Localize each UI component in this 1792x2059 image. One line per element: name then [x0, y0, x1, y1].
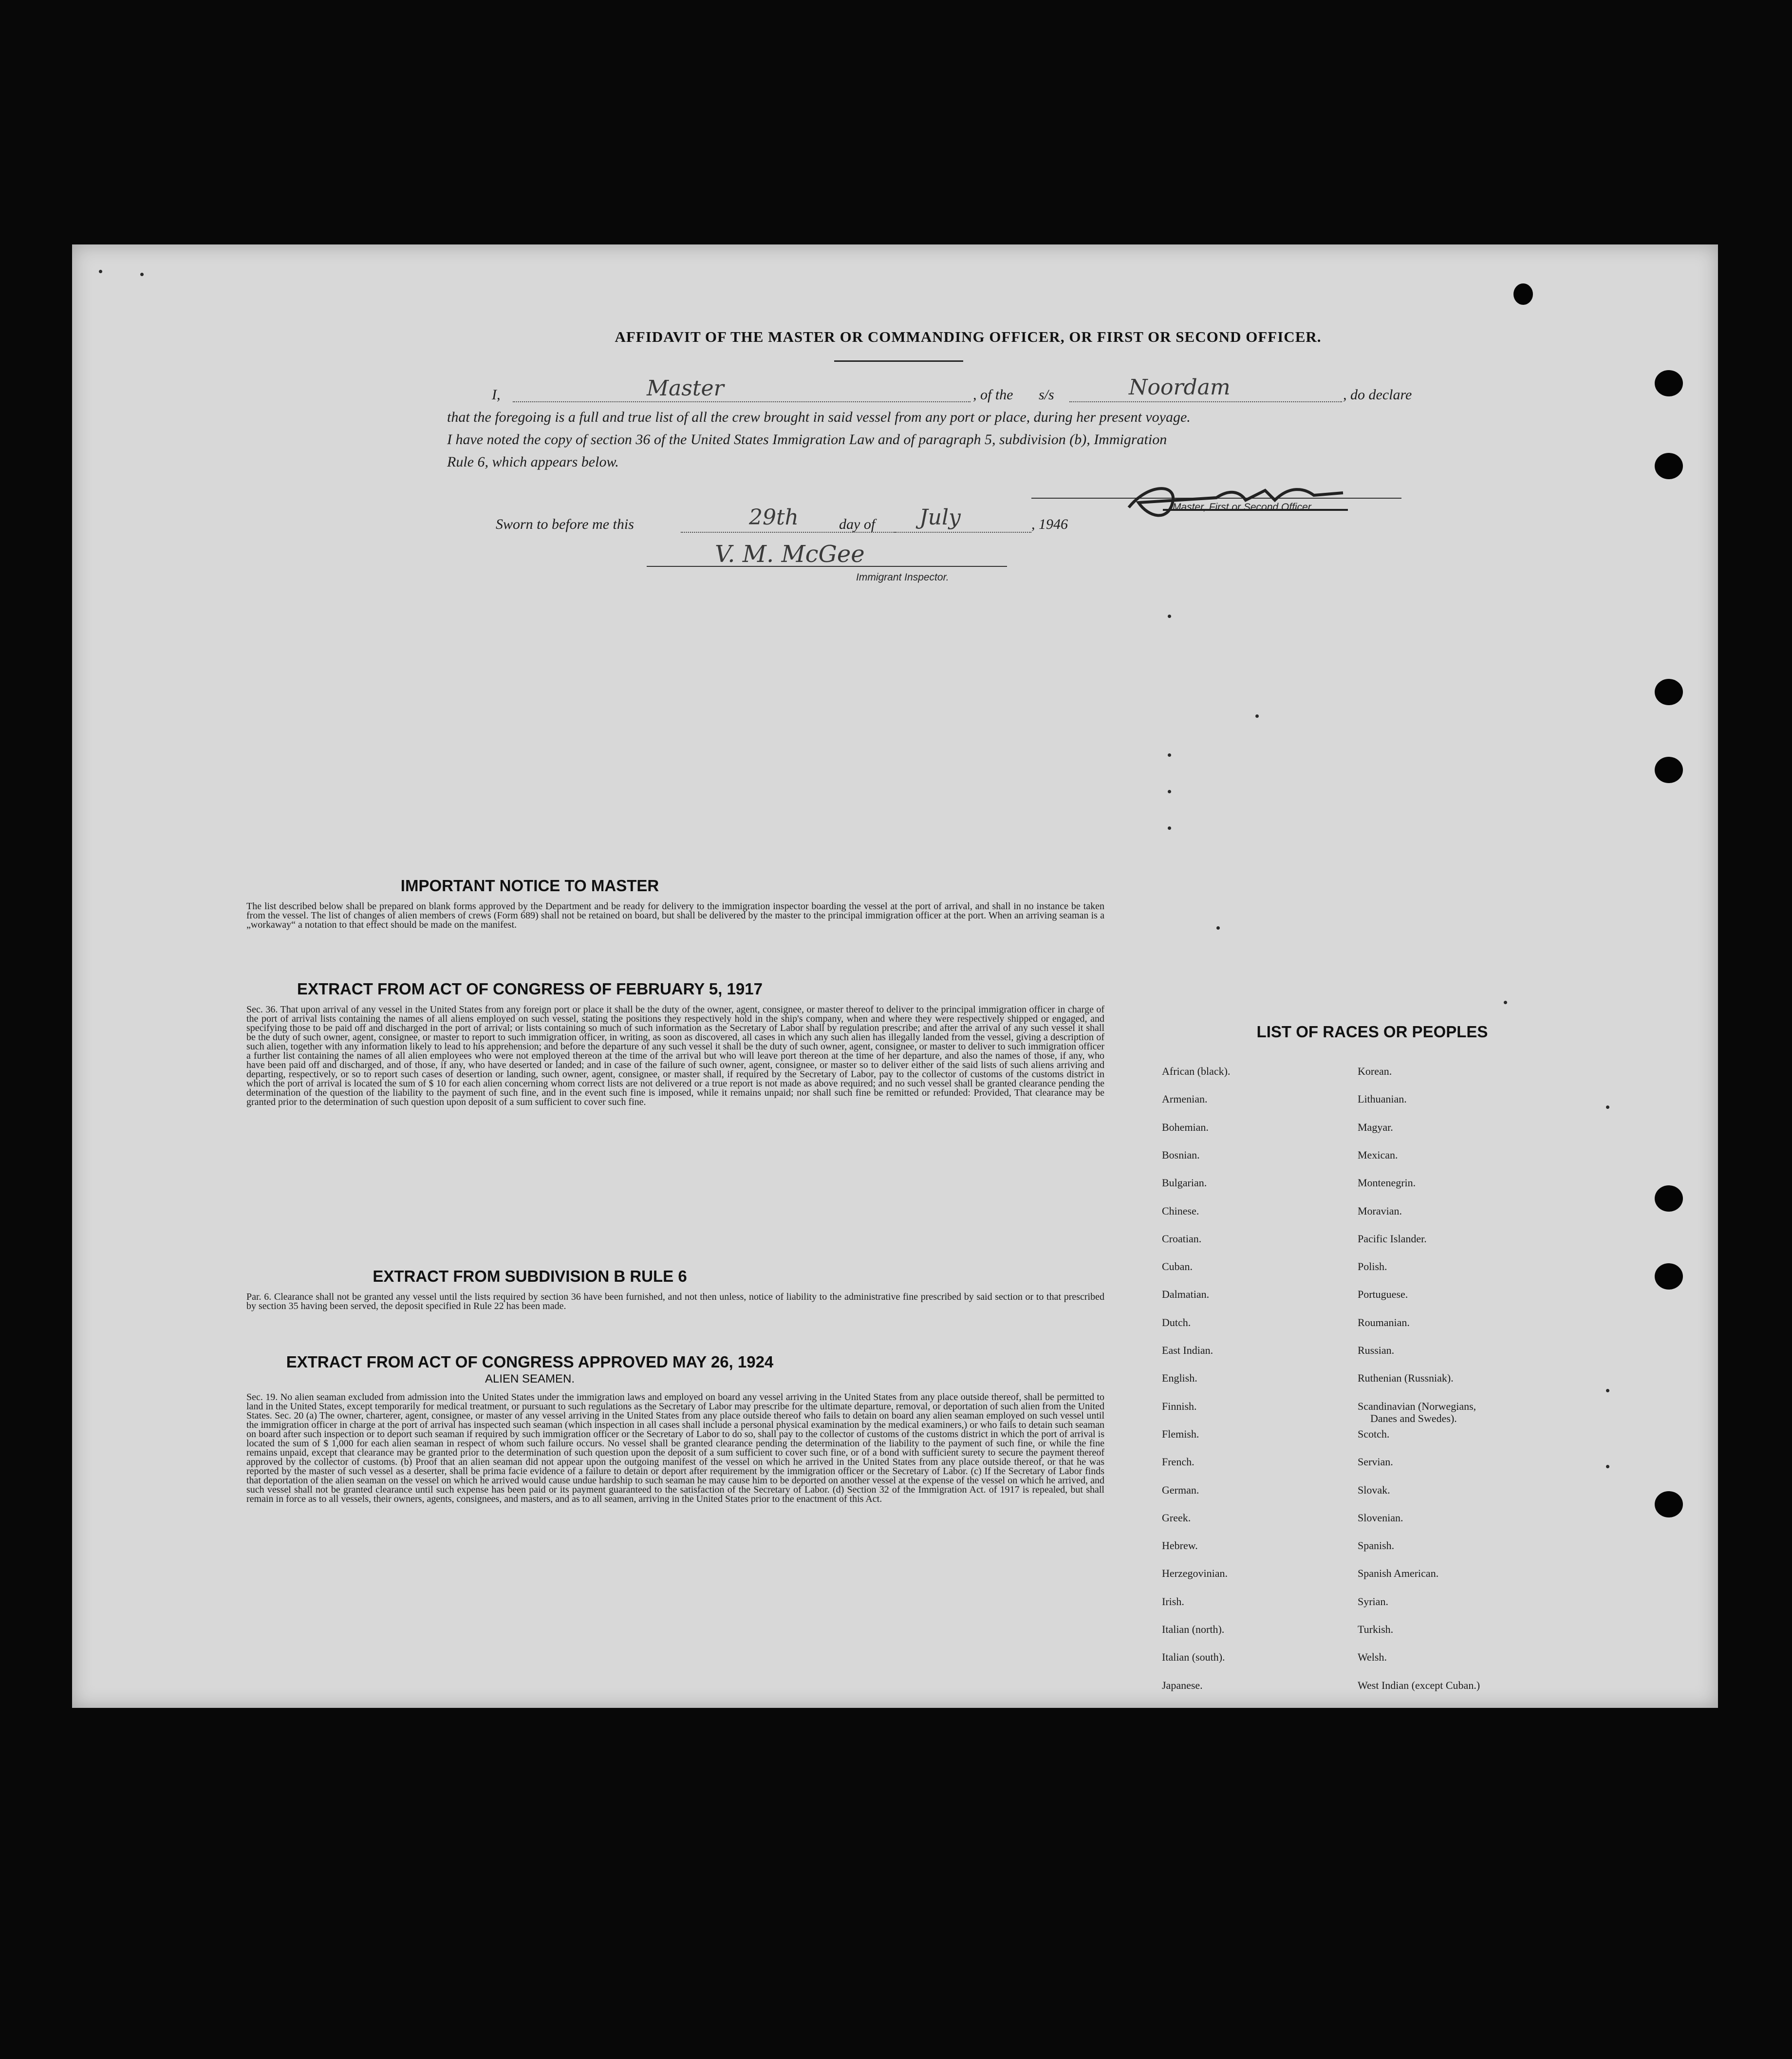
race-left-item: Chinese.	[1162, 1204, 1199, 1217]
declaration-prefix: I,	[492, 387, 501, 403]
paper-speck	[1606, 1389, 1609, 1392]
declaration-suffix: , do declare	[1343, 387, 1412, 403]
race-right-item: Welsh.	[1358, 1651, 1387, 1664]
race-left-item: French.	[1162, 1456, 1195, 1468]
race-left-item: Bohemian.	[1162, 1121, 1209, 1133]
vessel-handwritten: Noordam	[1129, 375, 1231, 400]
affidavit-title: AFFIDAVIT OF THE MASTER OR COMMANDING OFFICER, OR FIRST OR SECOND OFFICER.	[615, 328, 1322, 345]
race-right-item: Polish.	[1358, 1260, 1387, 1273]
month-blank	[895, 532, 1031, 533]
extract-1924-title: EXTRACT FROM ACT OF CONGRESS APPROVED MAY 26, 1924	[286, 1353, 774, 1371]
paper-speck	[1606, 1105, 1609, 1109]
punch-hole	[1655, 757, 1683, 783]
race-left-item: Japanese.	[1162, 1679, 1203, 1691]
race-left-item: Italian (south).	[1162, 1651, 1225, 1664]
race-left-item: German.	[1162, 1483, 1199, 1496]
race-right-item: Turkish.	[1358, 1623, 1394, 1635]
race-right-item: Mexican.	[1358, 1148, 1398, 1161]
punch-hole	[1513, 283, 1533, 305]
manifest-page	[72, 244, 1718, 1708]
race-right-item: Magyar.	[1358, 1121, 1393, 1133]
paper-speck	[1255, 714, 1259, 718]
paper-speck	[1606, 1465, 1609, 1468]
race-left-item: African (black).	[1162, 1065, 1231, 1077]
race-right-item: Korean.	[1358, 1065, 1392, 1077]
race-left-item: Irish.	[1162, 1595, 1184, 1608]
subdivision-text: Par. 6. Clearance shall not be granted any vessel until the lists required by section 36 have been furnished, and not then unless, notice of liability to the administrative fine prescribed by said section or to that prescribed by section 35 having been served, the deposit specified in Rule 22 has been made.	[246, 1292, 1104, 1311]
race-right-item: Scotch.	[1358, 1427, 1390, 1440]
race-left-item: Bulgarian.	[1162, 1177, 1207, 1189]
race-right-item: Spanish.	[1358, 1539, 1395, 1552]
officer-signature	[1119, 473, 1353, 522]
paper-speck	[1168, 826, 1171, 830]
paper-speck	[1168, 790, 1171, 793]
punch-hole	[1655, 1185, 1683, 1212]
subdivision-title: EXTRACT FROM SUBDIVISION B RULE 6	[373, 1267, 687, 1285]
race-left-item: English.	[1162, 1372, 1197, 1385]
race-scandinavian-continued: Danes and Swedes).	[1370, 1412, 1457, 1424]
master-handwritten: Master	[647, 376, 724, 401]
name-blank	[513, 401, 971, 402]
declaration-line4: Rule 6, which appears below.	[447, 454, 619, 470]
paper-speck	[1168, 753, 1171, 757]
race-left-item: Cuban.	[1162, 1260, 1193, 1273]
punch-hole	[1655, 1263, 1683, 1290]
race-right-item: Servian.	[1358, 1456, 1393, 1468]
race-right-item: Ruthenian (Russniak).	[1358, 1372, 1454, 1385]
race-left-item: Dalmatian.	[1162, 1288, 1210, 1301]
race-right-item: Slovak.	[1358, 1483, 1390, 1496]
extract-1924-subtitle: ALIEN SEAMEN.	[485, 1372, 575, 1385]
race-right-item: Montenegrin.	[1358, 1177, 1416, 1189]
race-right-item: Slovenian.	[1358, 1511, 1403, 1524]
race-right-item: Moravian.	[1358, 1204, 1402, 1217]
paper-speck	[1504, 1001, 1507, 1004]
race-right-item: Roumanian.	[1358, 1316, 1410, 1329]
race-right-item: Russian.	[1358, 1344, 1395, 1356]
extract-1917-title: EXTRACT FROM ACT OF CONGRESS OF FEBRUARY 5, 1917	[297, 980, 763, 998]
paper-speck	[99, 270, 102, 273]
race-left-item: Armenian.	[1162, 1093, 1208, 1105]
race-left-item: Finnish.	[1162, 1400, 1197, 1412]
race-right-item: Lithuanian.	[1358, 1093, 1407, 1105]
extract-1917-text: Sec. 36. That upon arrival of any vessel in the United States from any foreign port or place it shall be the duty of the owner, agent, consignee, or master thereof to deliver to the principal immigration officer in charge of the port of arrival lists containing the names of all aliens employed on such vessel, stating the positions they respectively hold in the ship's company, when and where they were respectively shipped or engaged, and specifying those to be paid off and discharged in the port of arrival; or lists containing so much of such information as the Secretary of Labor shall by regulation prescribe; and after the arrival of any such vessel it shall be the duty of such owner, agent, consignee, or master to report to such immigration officer, in writing, as soon as discovered, all cases in which any such alien has illegally landed from the vessel, giving a description of such alien, together with any information likely to lead to his apprehension; and before the departure of any such vessel it shall be the duty of such owner, agent, consignee, or master to deliver to such immigration officer a further list containing the names of all alien employees who were not employed thereon at the time of the arrival but who will leave port thereon at the time of her departure, and also the names of those, if any, who have been paid off and discharged, and of those, if any, who have deserted or landed; and in case of the failure of such owner, agent, consignee, or master so to deliver either of the said lists of such aliens arriving and departing, respectively, or so to report such cases of desertion or landing, such owner, agent, consignee, or master shall, if required by the Secretary of Labor, pay to the collector of customs of the customs district in which the port of arrival is located the sum of $ 10 for each alien concerning whom correct lists are not delivered or a true report is not made as above required; and no such vessel shall be granted clearance pending the determination of the question of the liability to the payment of such fine, and in the event such fine is imposed, while it remains unpaid; nor shall such fine be remitted or refunded: Provided, That clearance may be granted prior to the determination of such question upon deposit of a sum sufficient to cover such fine.	[246, 1004, 1104, 1107]
punch-hole	[1655, 679, 1683, 705]
punch-hole	[1655, 453, 1683, 479]
paper-speck	[1168, 615, 1171, 618]
race-left-item: Hebrew.	[1162, 1539, 1198, 1552]
race-left-item: Flemish.	[1162, 1427, 1199, 1440]
declaration-line2: that the foregoing is a full and true list of all the crew brought in said vessel from any port or place, during her present voyage.	[447, 409, 1191, 425]
race-left-item: Croatian.	[1162, 1232, 1202, 1245]
sworn-prefix: Sworn to before me this	[496, 516, 634, 532]
notice-title: IMPORTANT NOTICE TO MASTER	[400, 877, 659, 895]
race-right-item: Scandinavian (Norwegians,	[1358, 1400, 1476, 1412]
officer-label: Master, First or Second Officer.	[1173, 502, 1314, 513]
sworn-mid: day of	[839, 516, 876, 532]
inspector-signature: V. M. McGee	[715, 541, 865, 568]
punch-hole	[1655, 1491, 1683, 1517]
title-rule	[834, 360, 963, 362]
vessel-blank	[1069, 401, 1342, 402]
race-left-item: Bosnian.	[1162, 1148, 1200, 1161]
race-left-item: Italian (north).	[1162, 1623, 1225, 1635]
race-right-item: Portuguese.	[1358, 1288, 1408, 1301]
notice-text: The list described below shall be prepared on blank forms approved by the Department and be ready for delivery to the immigration inspector boarding the vessel at the port of arrival, and shall in no instance be taken from the vessel. The list of changes of alien members of crews (Form 689) shall not be retained on board, but shall be delivered by the master to the principal immigration officer at the port. When an arriving seaman is a „workaway“ a notation to that effect should be made on the manifest.	[246, 901, 1104, 930]
races-title: LIST OF RACES OR PEOPLES	[1256, 1023, 1488, 1041]
sworn-month-handwritten: July	[919, 505, 961, 530]
declaration-mid: , of the	[973, 387, 1013, 403]
race-left-item: Dutch.	[1162, 1316, 1191, 1329]
extract-1924-text: Sec. 19. No alien seaman excluded from admission into the United States under the immigration laws and employed on board any vessel arriving in the United States from any place outside thereof, shall be permitted to land in the United States, except temporarily for medical treatment, or pursuant to such regulations as the Secretary of Labor may prescribe for the ultimate departure, removal, or deportation of such alien from the United States. Sec. 20 (a) The owner, charterer, agent, consignee, or master of any vessel arriving in the United States from any place outside thereof who fails to detain on board any alien seaman employed on such vessel until the immigration officer in charge at the port of arrival has inspected such seaman (which inspection in all cases shall include a personal physical examination by the medical examiners,) or who fails to detain such seaman on board after such inspection or to deport such seaman if required by such immigration officer or the Secretary of Labor to do so, shall pay to the collector of customs of the customs district in which the port of arrival is located the sum of $ 1,000 for each alien seaman in respect of whom such failure occurs. No vessel shall be granted clearance pending the determination of the liability to the payment of such fine, or while the fine remains unpaid, except that clearance may be granted prior to the determination of such question upon the deposit of a sum sufficient to cover such fine, or of a bond with sufficient surety to secure the payment thereof approved by the collector of customs. (b) Proof that an alien seaman did not appear upon the outgoing manifest of the vessel on which he arrived in the United States from any place outside thereof, or that he was reported by the master of such vessel as a deserter, shall be prima facie evidence of a failure to detain or deport after requirement by the immigration officer or the Secretary of Labor. (c) If the Secretary of Labor finds that deportation of the alien seaman on the vessel on which he arrived would cause undue hardship to such seaman he may cause him to be deported on another vessel at the expense of the vessel on which he arrived, and such vessel shall not be granted clearance until such expense has been paid or its payment guaranteed to the satisfaction of the Secretary of Labor. (d) Section 32 of the Immigration Act. of 1917 is repealed, but shall remain in force as to all vessels, their owners, agents, consignees, and masters, and as to all seamen, arriving in the United States prior to the enactment of this Act.	[246, 1392, 1104, 1504]
punch-hole	[1655, 370, 1683, 396]
race-right-item: West Indian (except Cuban.)	[1358, 1679, 1480, 1691]
vessel-prefix: s/s	[1039, 387, 1054, 403]
race-left-item: East Indian.	[1162, 1344, 1213, 1356]
race-right-item: Spanish American.	[1358, 1567, 1439, 1580]
race-right-item: Syrian.	[1358, 1595, 1388, 1608]
paper-speck	[140, 273, 144, 276]
race-left-item: Herzegovinian.	[1162, 1567, 1228, 1580]
race-right-item: Pacific Islander.	[1358, 1232, 1427, 1245]
race-left-item: Greek.	[1162, 1511, 1191, 1524]
sworn-year: , 1946	[1031, 516, 1068, 532]
declaration-line3: I have noted the copy of section 36 of the United States Immigration Law and of paragraph 5, subdivision (b), Immigration	[447, 431, 1167, 448]
paper-speck	[1216, 926, 1220, 930]
inspector-label: Immigrant Inspector.	[856, 572, 949, 583]
sworn-day-handwritten: 29th	[749, 505, 799, 530]
